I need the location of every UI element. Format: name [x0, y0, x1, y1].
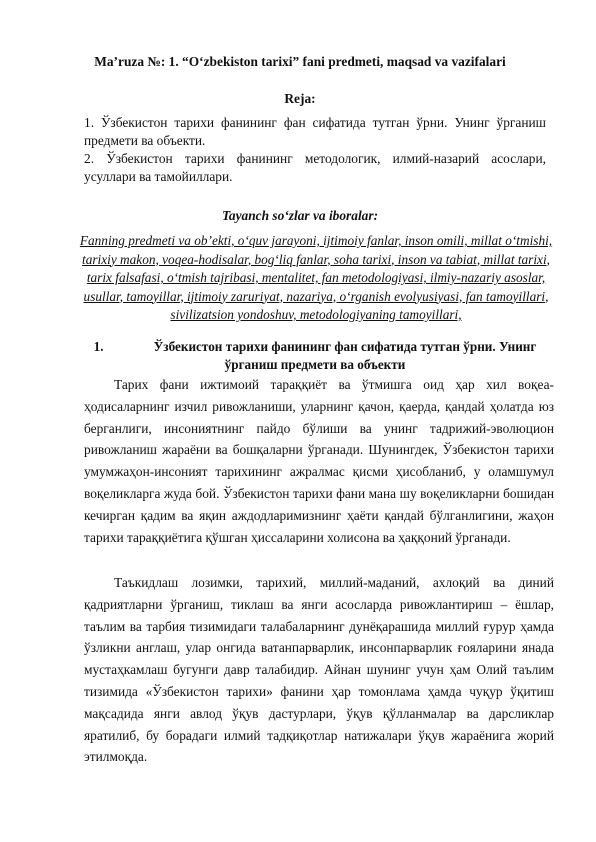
section-title: Ўзбекистон тарихи фанининг фан сифатида тутган ўрни. Унинг ўрганиш предмети ва объекти — [153, 339, 537, 372]
keywords-heading: Tayanch so‘zlar va iboralar: — [221, 208, 379, 223]
section-number: 1. — [93, 339, 104, 354]
plan-heading: Reja: — [284, 91, 316, 106]
body-paragraph: Таъкидлаш лозимки, тарихий, миллий-маданий, ахлоқий ва диний қадриятларни ўрганиш, тиклаш ва янги асосларда ривожлантириш – ёшлар, таълим ва тарбия тизимидаги талабаларнинг дунёқарашида миллий ғурур ҳамда ўзликни англаш, улар онгида ватанпарварлик, инсонпарварлик ғояларини янада мустаҳкамлаш бугунги давр талабидир. Айнан шунинг учун ҳам Олий таълим тизимида «Ўзбекистон тарихи» фанини ҳар томонлама ҳамда чуқур ўқитиш мақсадида янги авлод ўқув дастурлари, ўқув қўлланмалар ва дарсликлар яратилиб, бу борадаги илмий тадқиқотлар натижалари ўқув жараёнига жорий этилмоқда. — [84, 575, 554, 765]
section-heading — [70, 338, 560, 374]
keywords-text: Fanning predmeti va ob’ekti, o‘quv jarayoni, ijtimoiy fanlar, inson omili, millat o‘tmishi, tarixiy makon, voqea-hodisalar, bog‘liq fanlar, soha tarixi, inson va tabiat, millat tarixi, tarix falsafasi, o‘tmish tajribasi, mentalitet, fan metodologiyasi, ilmiy-nazariy asoslar, usullar, tamoyillar, ijtimoiy zaruriyat, nazariya, o‘rganish evolyusiyasi, fan tamoyillari, sivilizatsion yondoshuv, metodologiyaning tamoyillari, — [79, 233, 553, 322]
lecture-title: Ma’ruza №: 1. “O‘zbekiston tarixi” fani predmeti, maqsad va vazifalari — [94, 54, 506, 69]
body-paragraph: Тарих фани ижтимоий тараққиёт ва ўтмишга оид ҳар хил воқеа-ҳодисаларнинг изчил ривожланиши, уларнинг қачон, қаерда, қандай ҳолатда юз берганлиги, инсониятнинг пайдо бўлиши ва унинг тадрижий-эволюцион ривожланиш жараёни ва бошқаларни ўрганади. Шунингдек, Ўзбекистон тарихи умумжаҳон-инсоният тарихининг ажралмас қисми ҳисобланиб, у оламшумул воқеликларга жуда бой. Ўзбекистон тарихи фани мана шу воқеликларни бошидан кечирган қадим ва яқин аждодларимизнинг ҳаёти қандай бўлганлигини, жаҳон тарихи тараққиётига қўшган ҳиссаларини холисона ва ҳаққоний ўрганади. — [84, 377, 554, 545]
plan-item: 2. Ўзбекистон тарихи фанининг методологик, илмий-назарий асослари, усуллари ва тамойиллари. — [84, 151, 546, 184]
plan-item: 1. Ўзбекистон тарихи фанининг фан сифатида тутган ўрни. Унинг ўрганиш предмети ва объекти. — [84, 115, 546, 148]
plan-list — [84, 114, 546, 186]
